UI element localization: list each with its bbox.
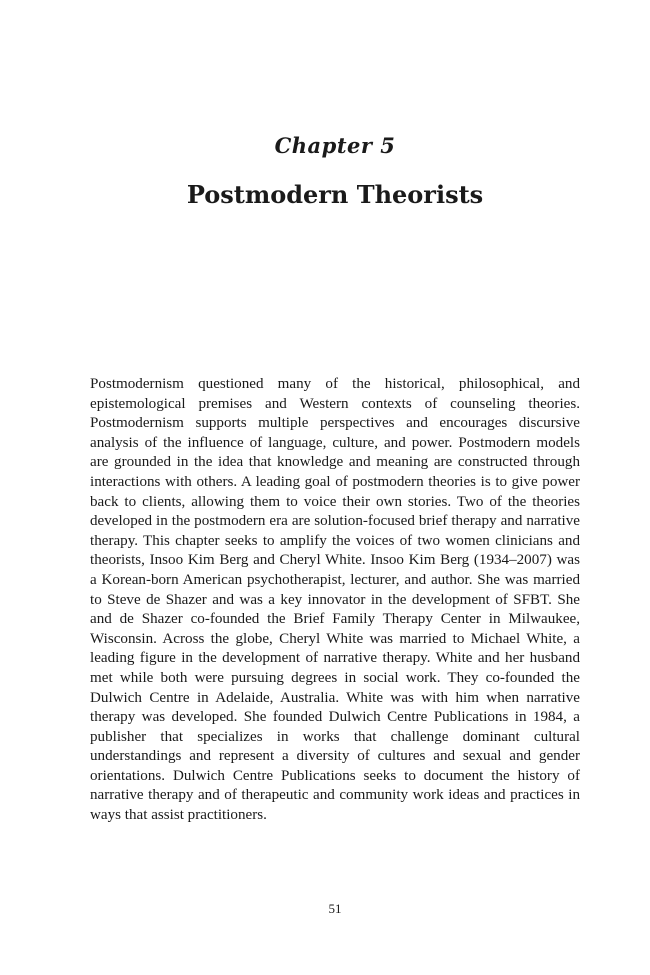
body-paragraph: Postmodernism questioned many of the historical, philosophical, and epistemological premises and Western contexts of counseling theories. Postmodernism supports multiple perspectives and encourages discursive analysis of the influence of language, culture, and power. Postmodern models are grounded in the idea that knowledge and meaning are constructed through interactions with others. A leading goal of postmodern theories is to give power back to clients, allowing them to voice their own stories. Two of the theories developed in the postmodern era are solution-focused brief therapy and narrative therapy. This chapter seeks to amplify the voices of two women clinicians and theorists, Insoo Kim Berg and Cheryl White. Insoo Kim Berg (1934–2007) was a Korean-born American psychotherapist, lecturer, and author. She was married to Steve de Shazer and was a key innovator in the development of SFBT. She and de Shazer co-founded the Brief Family Therapy Center in Milwaukee, Wisconsin. Across the globe, Cheryl White was married to Michael White, a leading figure in the development of narrative therapy. White and her husband met while both were pursuing degrees in social work. They co-founded the Dulwich Centre in Adelaide, Australia. White was with him when narrative therapy was developed. She founded Dulwich Centre Publications in 1984, a publisher that specializes in works that challenge dominant cultural understandings and represent a diversity of cultures and sexual and gender orientations. Dulwich Centre Publications seeks to document the history of narrative therapy and of therapeutic and community work ideas and practices in ways that assist practitioners.	[90, 376, 580, 824]
page-number: 51	[328, 901, 342, 916]
chapter-label: Chapter 5	[274, 133, 396, 158]
chapter-title: Postmodern Theorists	[186, 180, 484, 209]
